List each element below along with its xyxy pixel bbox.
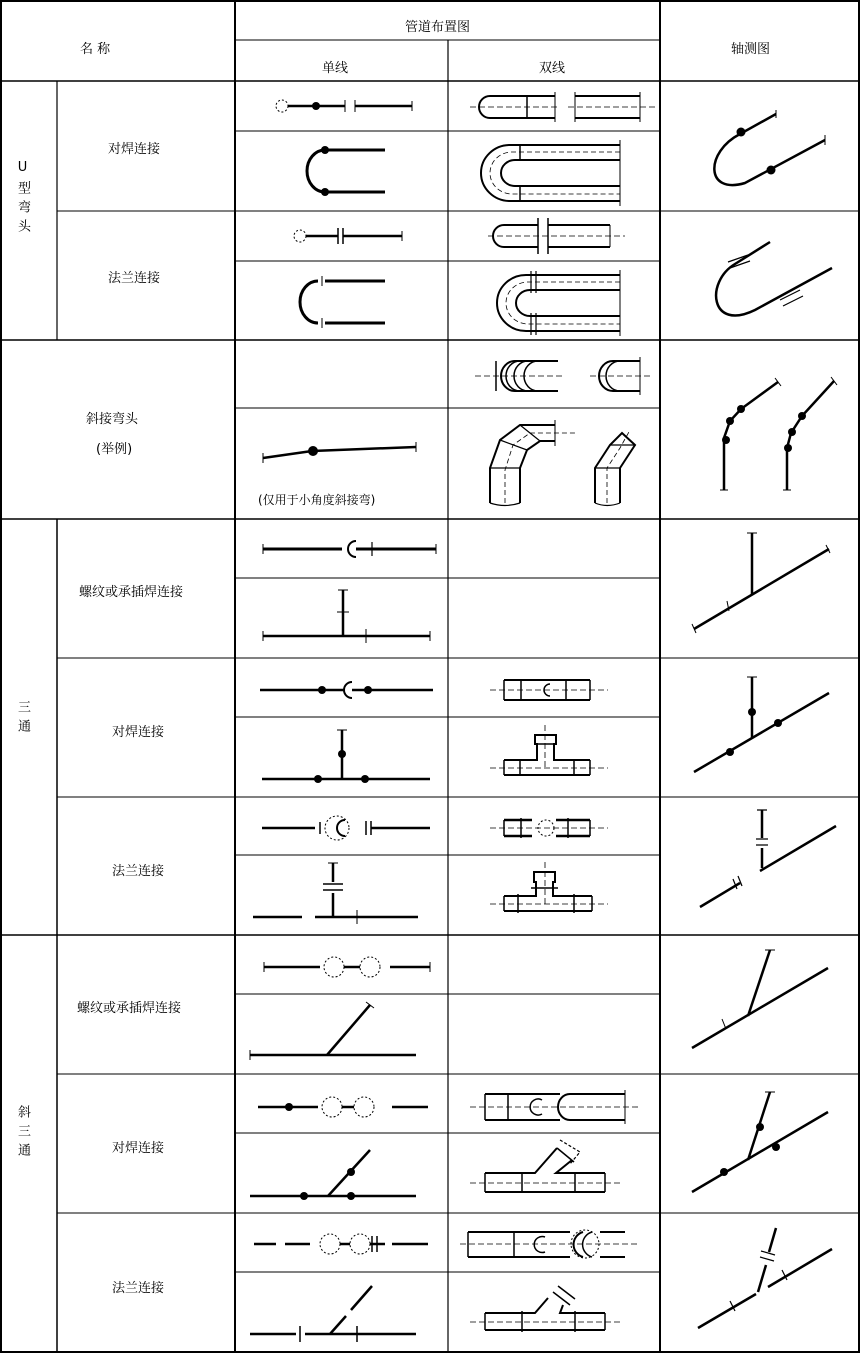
group-u-bend: U型弯头 <box>15 160 30 238</box>
u-bend-flange-label: 法兰连接 <box>108 271 161 286</box>
u-bend-butt-weld-axo <box>714 110 825 185</box>
lateral-flange-double-plan <box>460 1230 640 1258</box>
tee-butt-weld-double-elev <box>490 725 608 775</box>
tee-butt-weld-single-plan <box>260 682 433 698</box>
lateral-flange-axo <box>698 1228 832 1328</box>
lateral-butt-weld-single-elev <box>250 1150 416 1200</box>
mitre-double-elev <box>490 420 635 506</box>
tee-flange-label: 法兰连接 <box>112 864 165 879</box>
lateral-butt-weld-axo <box>692 1092 828 1192</box>
tee-flange-double-elev <box>490 862 608 913</box>
tee-flange-single-plan <box>262 816 430 840</box>
u-bend-butt-weld-double-elev <box>481 140 620 206</box>
mitre-bend-label: 斜接弯头 <box>86 412 139 427</box>
mitre-double-plan <box>475 357 650 395</box>
u-bend-butt-weld-single-plan <box>276 100 412 112</box>
tee-flange-axo <box>700 810 836 907</box>
header-double: 双线 <box>539 61 566 76</box>
lateral-butt-weld-single-plan <box>258 1097 428 1117</box>
group-tee: 三通 <box>15 700 30 738</box>
u-bend-flange-single-elev <box>300 276 385 328</box>
tee-thread-label: 螺纹或承插焊连接 <box>79 585 184 600</box>
lateral-thread-single-elev <box>250 1002 416 1060</box>
header-layout: 管道布置图 <box>405 20 471 35</box>
tee-thread-single-elev <box>263 590 430 643</box>
u-bend-butt-weld-label: 对焊连接 <box>108 142 161 157</box>
tee-thread-single-plan <box>263 541 436 557</box>
u-bend-flange-double-elev <box>497 270 620 336</box>
group-lateral-tee: 斜三通 <box>15 1105 30 1162</box>
mitre-bend-example: (举例) <box>96 442 133 457</box>
lateral-thread-single-plan <box>264 957 430 977</box>
tee-butt-weld-single-elev <box>262 730 430 783</box>
u-bend-butt-weld-single-elev <box>307 146 385 196</box>
header-name: 名 称 <box>80 42 111 57</box>
u-bend-flange-axo <box>716 242 832 315</box>
u-bend-flange-double-plan <box>488 218 625 254</box>
lateral-thread-axo <box>692 950 828 1048</box>
lateral-butt-weld-double-elev <box>470 1140 620 1192</box>
tee-flange-single-elev <box>253 863 418 924</box>
lateral-butt-weld-double-plan <box>470 1090 640 1124</box>
u-bend-flange-single-plan <box>294 228 402 244</box>
header-single: 单线 <box>322 61 349 76</box>
header-axonometric: 轴测图 <box>731 42 771 57</box>
tee-thread-axo <box>692 533 830 633</box>
lateral-butt-weld-label: 对焊连接 <box>112 1141 165 1156</box>
tee-butt-weld-double-plan <box>490 680 608 700</box>
mitre-axo <box>720 377 837 490</box>
lateral-flange-label: 法兰连接 <box>112 1281 165 1296</box>
lateral-flange-single-elev <box>250 1286 416 1342</box>
small-angle-note: (仅用于小角度斜接弯) <box>258 493 376 507</box>
tee-flange-double-plan <box>490 818 608 838</box>
lateral-flange-double-elev <box>470 1286 620 1332</box>
lateral-flange-single-plan <box>254 1234 428 1254</box>
lateral-thread-label: 螺纹或承插焊连接 <box>77 1001 182 1016</box>
u-bend-butt-weld-double-plan <box>470 92 655 122</box>
tee-butt-weld-axo <box>694 677 829 772</box>
mitre-single-plan <box>263 442 416 463</box>
tee-butt-weld-label: 对焊连接 <box>112 725 165 740</box>
